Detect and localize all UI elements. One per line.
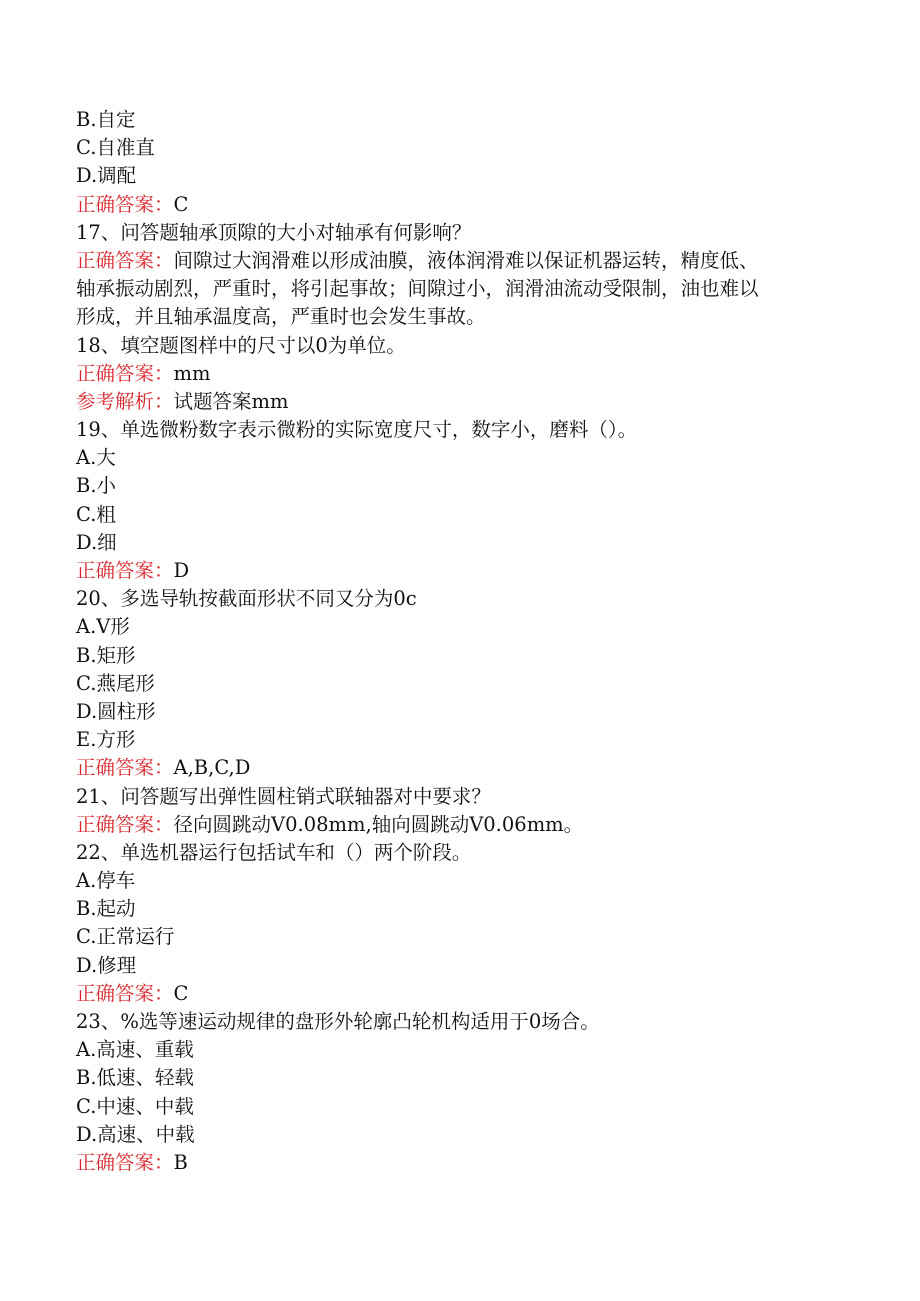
text-line <box>76 923 856 951</box>
line-text: A.停车 <box>76 869 136 893</box>
answer-label: 正确答案： <box>76 248 174 272</box>
line-text: C.粗 <box>76 502 116 526</box>
answer-line <box>76 191 856 219</box>
line-text: 23、%选等速运动规律的盘形外轮廓凸轮机构适用于0场合。 <box>76 1010 600 1033</box>
text-line <box>76 332 856 360</box>
answer-line <box>76 980 856 1008</box>
answer-label: 正确答案： <box>76 192 174 216</box>
answer-line <box>76 1149 856 1177</box>
line-text: 18、填空题图样中的尺寸以0为单位。 <box>76 333 406 357</box>
answer-label: 正确答案： <box>76 981 174 1005</box>
line-text: mm <box>173 361 211 385</box>
answer-label: 正确答案： <box>76 559 174 582</box>
text-line <box>76 303 856 331</box>
line-text: A,B,C,D <box>173 756 251 780</box>
answer-line <box>76 811 856 839</box>
line-text: B.起动 <box>76 897 136 921</box>
text-line <box>76 219 856 247</box>
text-line <box>76 1093 856 1121</box>
text-line <box>76 1064 856 1092</box>
answer-line <box>76 754 856 782</box>
line-text: 17、问答题轴承顶隙的大小对轴承有何影响？ <box>76 220 472 244</box>
text-line <box>76 613 856 641</box>
text-line <box>76 529 856 557</box>
text-line <box>76 726 856 754</box>
line-text: C.正常运行 <box>76 925 175 949</box>
line-text: 20、多选导轨按截面形状不同又分为0c <box>76 587 417 611</box>
line-text: B <box>173 1150 188 1174</box>
text-line <box>76 444 856 472</box>
line-text: D.圆柱形 <box>76 699 156 723</box>
line-text: C <box>173 192 189 216</box>
text-line <box>76 106 856 134</box>
line-text: 22、单选机器运行包括试车和（）两个阶段。 <box>76 840 472 864</box>
line-text: E.方形 <box>76 728 136 752</box>
text-line <box>76 839 856 867</box>
text-line <box>76 472 856 500</box>
text-line <box>76 275 856 303</box>
line-text: B.自定 <box>76 108 136 131</box>
line-text: A.大 <box>76 446 116 470</box>
line-text: D.修理 <box>76 953 137 977</box>
answer-line <box>76 388 856 416</box>
line-text: A.V形 <box>76 615 130 639</box>
line-text: 形成，并且轴承温度高，严重时也会发生事故。 <box>76 305 486 329</box>
line-text: B.矩形 <box>76 643 136 667</box>
answer-label: 正确答案： <box>76 361 174 385</box>
line-text: 间隙过大润滑难以形成油膜，液体润滑难以保证机器运转，精度低、 <box>173 248 759 272</box>
line-text: A.高速、重载 <box>76 1038 194 1062</box>
line-text: C.自准直 <box>76 136 155 160</box>
text-line <box>76 895 856 923</box>
line-text: C.燕尾形 <box>76 671 155 695</box>
answer-line <box>76 247 856 275</box>
text-line <box>76 162 856 190</box>
answer-line <box>76 557 856 585</box>
text-line <box>76 1008 856 1036</box>
text-line <box>76 1121 856 1149</box>
text-line <box>76 134 856 162</box>
line-text: C <box>173 981 189 1005</box>
text-line <box>76 783 856 811</box>
answer-line <box>76 360 856 388</box>
line-text: C.中速、中载 <box>76 1094 194 1118</box>
line-text: D <box>173 559 190 582</box>
answer-label: 正确答案： <box>76 756 174 780</box>
line-text: 轴承振动剧烈，严重时，将引起事故；间隙过小，润滑油流动受限制，油也难以 <box>76 277 759 301</box>
answer-label: 参考解析： <box>76 389 174 413</box>
line-text: B.低速、轻载 <box>76 1066 195 1090</box>
answer-label: 正确答案： <box>76 1150 174 1174</box>
text-line <box>76 698 856 726</box>
text-line <box>76 501 856 529</box>
text-line <box>76 585 856 613</box>
line-text: D.细 <box>76 530 117 554</box>
line-text: 19、单选微粉数字表示微粉的实际宽度尺寸，数字小，磨料（）。 <box>76 418 638 442</box>
line-text: D.高速、中载 <box>76 1122 195 1146</box>
line-text: B.小 <box>76 474 117 498</box>
line-text: D.调配 <box>76 164 137 188</box>
text-line <box>76 867 856 895</box>
text-line <box>76 1036 856 1064</box>
line-text: 径向圆跳动V0.08mm,轴向圆跳动V0.06mm。 <box>173 812 584 836</box>
line-text: 21、问答题写出弹性圆柱销式联轴器对中要求？ <box>76 784 491 808</box>
text-line <box>76 670 856 698</box>
text-line <box>76 952 856 980</box>
line-text: 试题答案mm <box>173 389 289 413</box>
document-page <box>76 106 856 1177</box>
text-line <box>76 416 856 444</box>
text-line <box>76 642 856 670</box>
answer-label: 正确答案： <box>76 812 174 836</box>
